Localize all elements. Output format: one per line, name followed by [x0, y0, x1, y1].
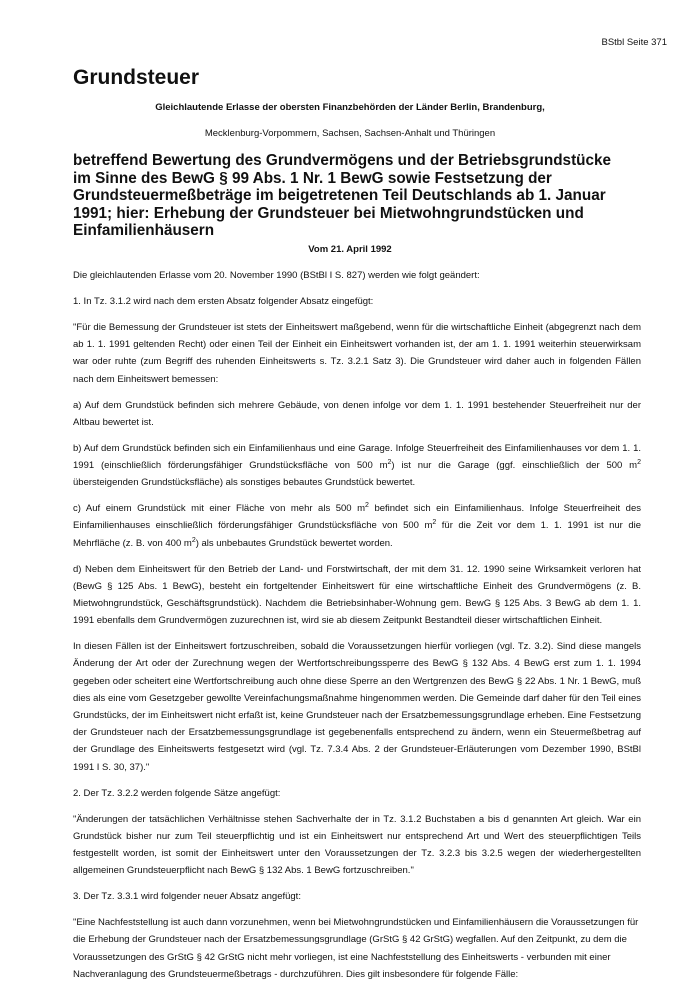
- superscript: 2: [637, 459, 641, 467]
- document-title: Grundsteuer: [73, 66, 200, 89]
- superscript: 2: [432, 519, 437, 527]
- paragraph-quote-2: "Änderungen der tatsächlichen Verhältnisse stehen Sachverhalte der in Tz. 3.1.2 Buchstaben a bis d genannten Art gleich. War ein Grundstück bisher nur zum Teil steuerpflichtig und ist ein Einheitswert nur entsprechend Art und Wert des steuerpflichtigen Teils festgestellt worden, ist somit der Einheitswert unter den Voraussetzungen der Tz. 3.2.3 bis 3.2.5 wegen der wiederhergestellten allgemeinen Grundsteuerpflicht nach BewG § 132 Abs. 1 BewG fortzuschreiben.": [73, 813, 641, 877]
- paragraph-fortschreibung: In diesen Fällen ist der Einheitswert fortzuschreiben, sobald die Voraussetzungen hierfür vorliegen (vgl. Tz. 3.2). Sind diese mangels Änderung der Art oder der Zurechnung wegen der Wertfortschreibungssperre des BewG § 132 Abs. 4 BewG erst zum 1. 1. 1994 gegeben oder scheitert eine Wertfortschreibung auch ohne diese Sperre an den Wertgrenzen des BewG § 22 Abs. 1 Nr. 1 BewG, muß dies als eine vom Gesetzgeber gewollte Vereinfachungsmaßnahme hingenommen werden. Die Gemeinde darf daher für den Teil eines Grundstücks, der im Einheitswert nicht erfaßt ist, keine Grundsteuer nach der Ersatzbemessungsgrundlage erheben. Eine Festsetzung der Grundsteuer nach der Ersatzbemessungsgrundlage ist gegebenenfalls entsprechend zu ändern, wenn ein Steuermeßbetrag auf der Grundlage des Einheitswerts festgesetzt wird (vgl. Tz. 7.3.4 Abs. 2 der Grundsteuer-Erläuterungen vom Dezember 1990, BStBl 1991 I S. 30, 37).": [73, 641, 641, 773]
- superscript: 2: [387, 459, 392, 467]
- paragraph-case-a: a) Auf dem Grundstück befinden sich mehrere Gebäude, von denen infolge vor dem 1. 1. 1991 bestehender Steuerfreiheit nur der Altbau bewertet ist.: [73, 399, 641, 428]
- page-reference: BStbl Seite 371: [601, 37, 667, 48]
- superscript: 2: [365, 502, 369, 510]
- paragraph-case-b: b) Auf dem Grundstück befinden sich ein Einfamilienhaus und eine Garage. Infolge Steuerfreiheit des Einfamilienhauses vor dem 1. 1. 1991 (einschließlich förderungsfähiger Grundstücksfläche von 500 $m^2$) ist nur die Garage (ggf. einschließlich der 500 $m^2$ übersteigenden Grundstücksfläche) als sonstiges bebautes Grundstück bewertet.: [73, 442, 641, 489]
- paragraph-case-c: c) Auf einem Grundstück mit einer Fläche von mehr als 500 $m^2$ befindet sich ein Einfamilienhaus. Infolge Steuerfreiheit des Einfamilienhauses einschließlich förderungsfähiger Grundstücksfläche von 500 $m^2$ für die Zeit vor dem 1. 1. 1991 ist nur die Mehrfläche (z. B. von 400 $m^2$) als unbebautes Grundstück bewertet worden.: [73, 502, 641, 549]
- superscript: 2: [191, 536, 196, 544]
- subtitle-authorities: Gleichlautende Erlasse der obersten Finanzbehörden der Länder Berlin, Brandenburg,: [155, 102, 545, 113]
- paragraph-item-3: 3. Der Tz. 3.3.1 wird folgender neuer Absatz angefügt:: [73, 891, 301, 903]
- paragraph-quote-3: "Eine Nachfeststellung ist auch dann vorzunehmen, wenn bei Mietwohngrundstücken und Einfamilienhäusern die Voraussetzungen für die Erhebung der Grundsteuer nach der Ersatzbemessungsgrundlage (GrStG § 42 GrStG) wegfallen. Auf den Zeitpunkt, zu dem die Voraussetzungen des GrStG § 42 GrStG nicht mehr vorliegen, ist eine Nachfeststellung des Einheitswerts - verbunden mit einer Nachveranlagung des Grundsteuermeßbetrags - durchzuführen. Dies gilt insbesondere für folgende Fälle:: [73, 917, 639, 980]
- document-date: Vom 21. April 1992: [308, 244, 392, 255]
- document-heading: betreffend Bewertung des Grundvermögens und der Betriebsgrundstücke im Sinne des BewG § 99 Abs. 1 Nr. 1 BewG sowie Festsetzung der Grundsteuermeßbeträge im beigetretenen Teil Deutschlands ab 1. Januar 1991; hier: Erhebung der Grundsteuer bei Mietwohngrundstücken und Einfamilienhäusern: [73, 152, 612, 239]
- paragraph-case-d: d) Neben dem Einheitswert für den Betrieb der Land- und Forstwirtschaft, der mit dem 31. 12. 1990 seine Wirksamkeit verloren hat (BewG § 125 Abs. 1 BewG), besteht ein fortgeltender Einheitswert für eine wirtschaftliche Einheit des Grundvermögens (z. B. Mietwohngrundstück, Geschäftsgrundstück). Nachdem die Betriebsinhaber-Wohnung gem. BewG § 125 Abs. 3 BewG ab dem 1. 1. 1991 ebenfalls dem Grundvermögen zuzurechnen ist, wird sie ab diesem Zeitpunkt Bestandteil dieser wirtschaftlichen Einheit.: [73, 563, 641, 627]
- paragraph-quote-1: "Für die Bemessung der Grundsteuer ist stets der Einheitswert maßgebend, wenn für die wirtschaftliche Einheit (abgegrenzt nach dem ab 1. 1. 1991 geltenden Recht) oder einen Teil der Einheit ein Einheitswert vorhanden ist, der am 1. 1. 1991 weiterhin steuerwirksam war oder ruhte (zum Begriff des ruhenden Einheitswerts s. Tz. 3.2.1 Satz 3). Die Grundsteuer wird daher auch in folgenden Fällen nach dem Einheitswert bemessen:: [73, 322, 641, 385]
- document-body: [73, 267, 641, 992]
- paragraph-item-2: 2. Der Tz. 3.2.2 werden folgende Sätze angefügt:: [73, 787, 281, 799]
- paragraph-intro: Die gleichlautenden Erlasse vom 20. November 1990 (BStBl I S. 827) werden wie folgt geändert:: [73, 270, 480, 281]
- paragraph-item-1: 1. In Tz. 3.1.2 wird nach dem ersten Absatz folgender Absatz eingefügt:: [73, 296, 374, 307]
- subtitle-states: Mecklenburg-Vorpommern, Sachsen, Sachsen-Anhalt und Thüringen: [204, 128, 496, 139]
